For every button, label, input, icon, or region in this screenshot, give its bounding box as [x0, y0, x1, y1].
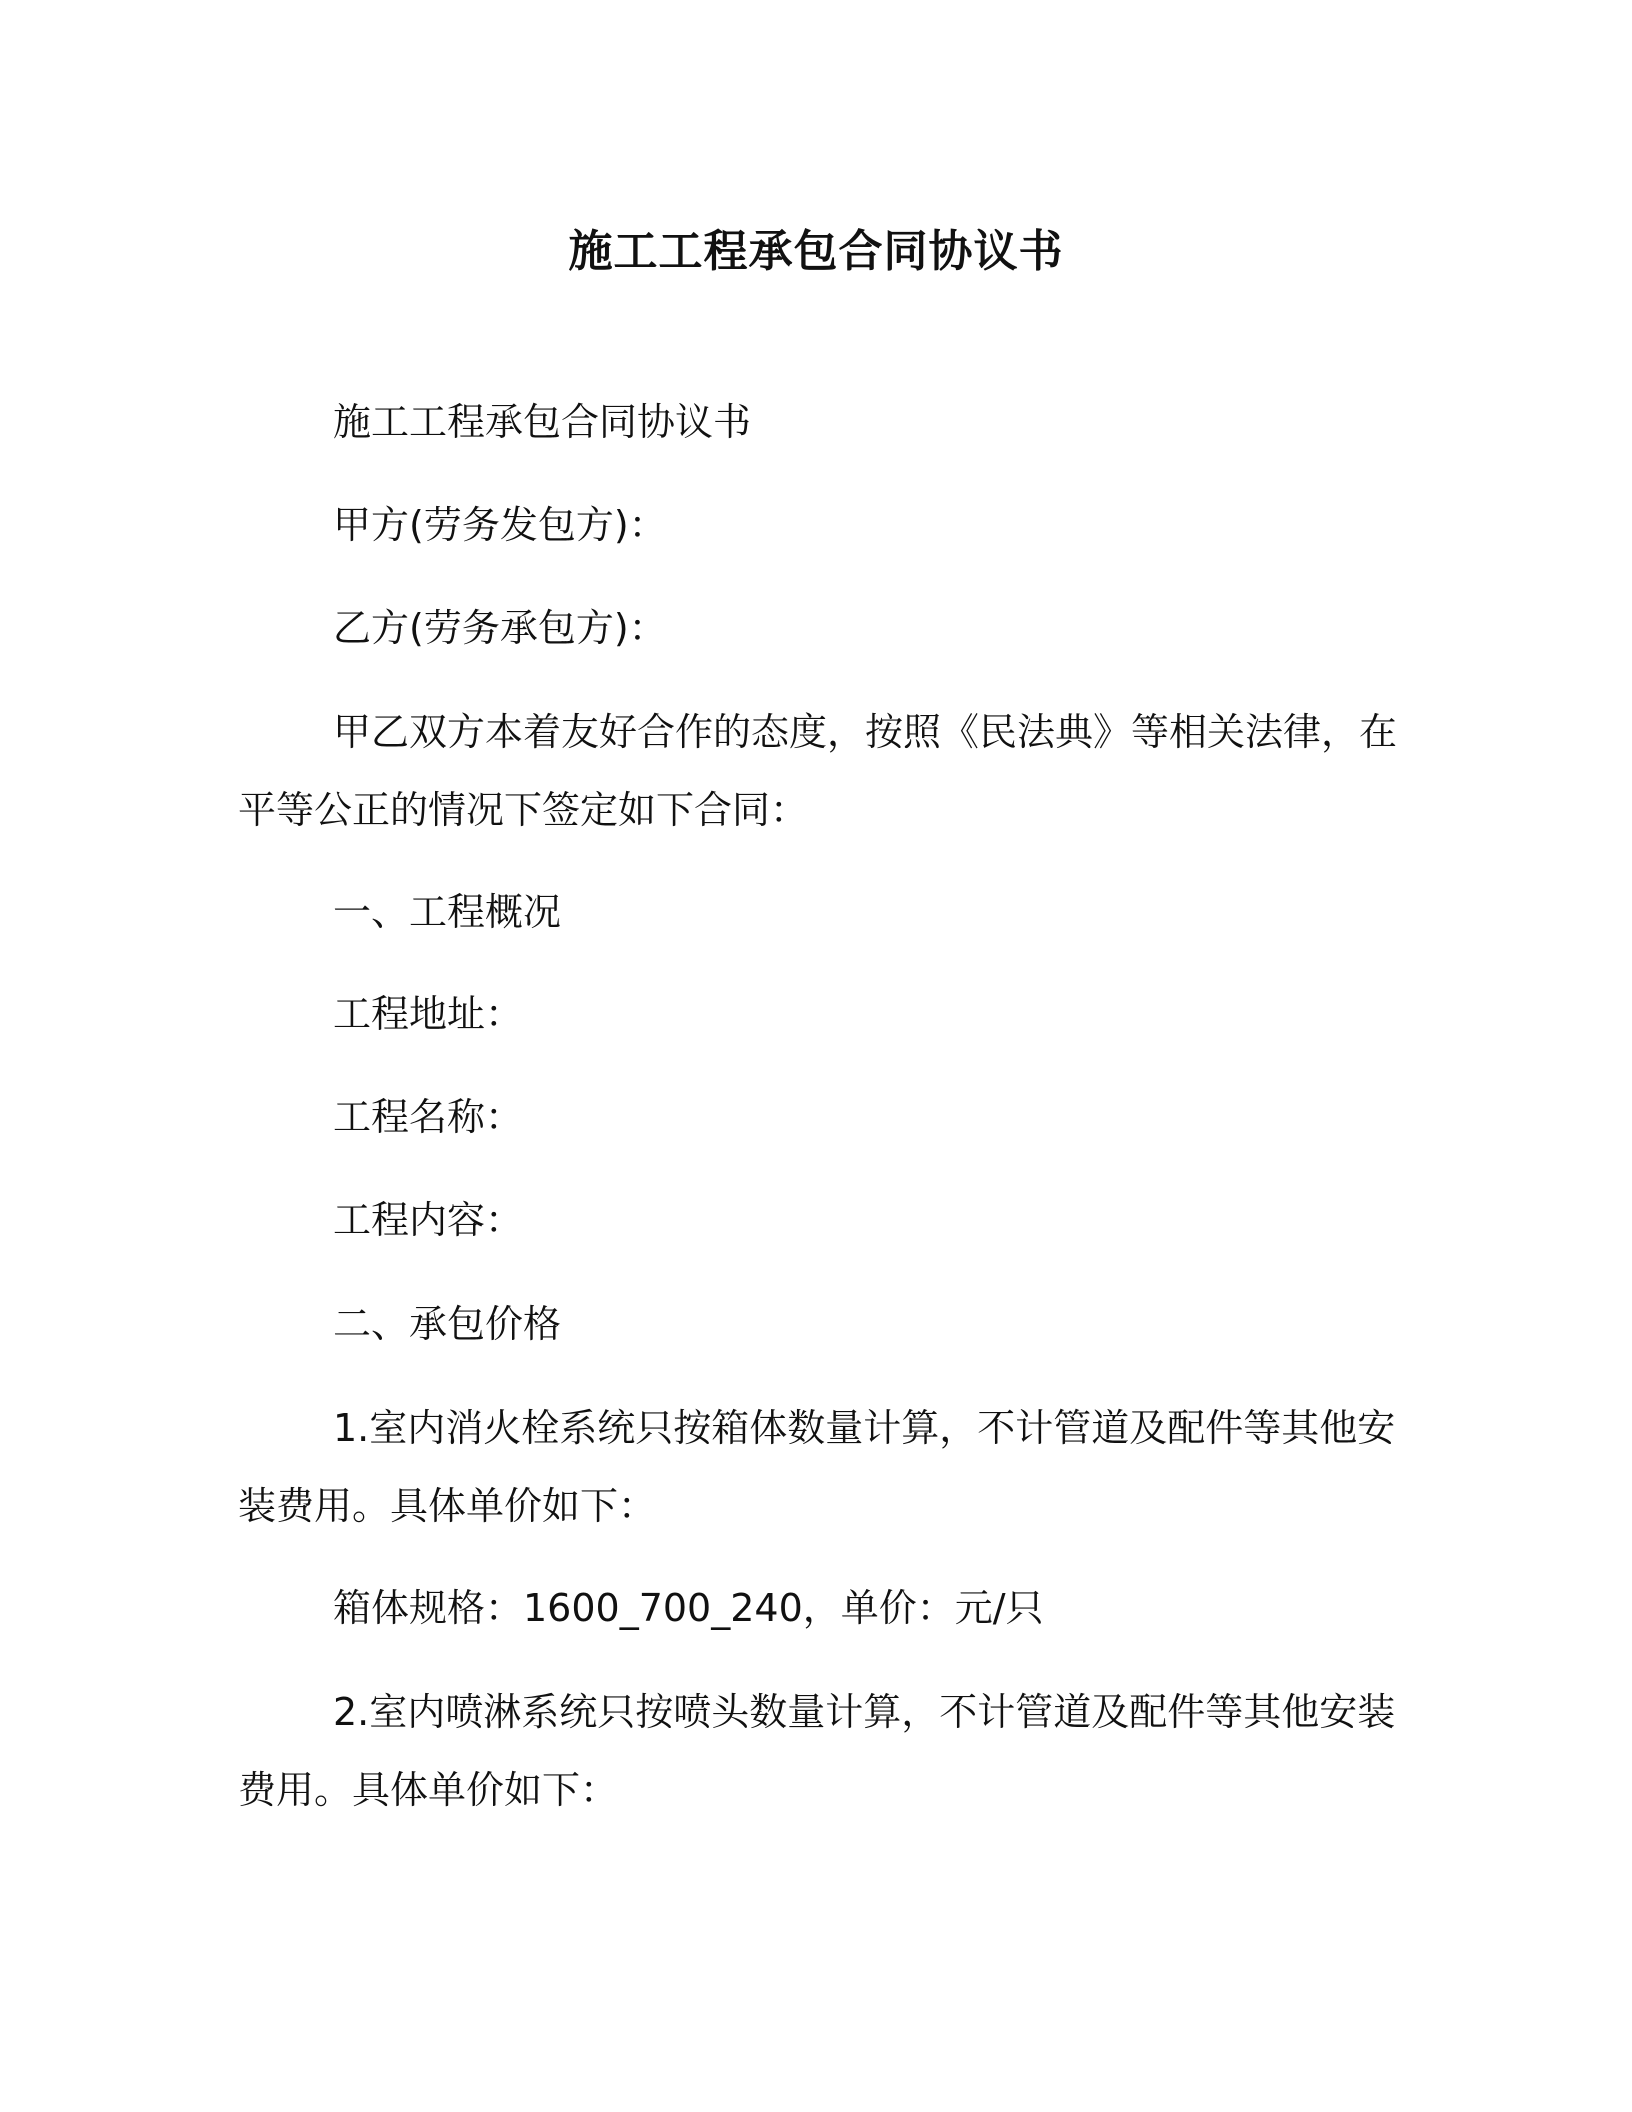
- box-spec-line: 箱体规格：1600_700_240，单价：元/只: [333, 1586, 1044, 1630]
- document-title: 施工工程承包合同协议书: [568, 226, 1064, 277]
- party-b-line: 乙方(劳务承包方)：: [333, 606, 667, 650]
- section-2-heading: 二、承包价格: [333, 1302, 562, 1346]
- clause-2-line-1: 2.室内喷淋系统只按喷头数量计算，不计管道及配件等其他安装: [333, 1690, 1396, 1734]
- body-heading: 施工工程承包合同协议书: [333, 400, 752, 444]
- clause-2-line-2: 费用。具体单价如下：: [238, 1768, 619, 1812]
- project-content-line: 工程内容：: [333, 1198, 524, 1242]
- preamble-line-1: 甲乙双方本着友好合作的态度，按照《民法典》等相关法律，在: [333, 710, 1398, 754]
- clause-1-line-2: 装费用。具体单价如下：: [238, 1484, 657, 1528]
- clause-1-line-1: 1.室内消火栓系统只按箱体数量计算，不计管道及配件等其他安: [333, 1406, 1396, 1450]
- preamble-line-2: 平等公正的情况下签定如下合同：: [238, 788, 809, 832]
- section-1-heading: 一、工程概况: [333, 890, 562, 934]
- project-name-line: 工程名称：: [333, 1095, 524, 1139]
- project-address-line: 工程地址：: [333, 992, 524, 1036]
- party-a-line: 甲方(劳务发包方)：: [333, 503, 667, 547]
